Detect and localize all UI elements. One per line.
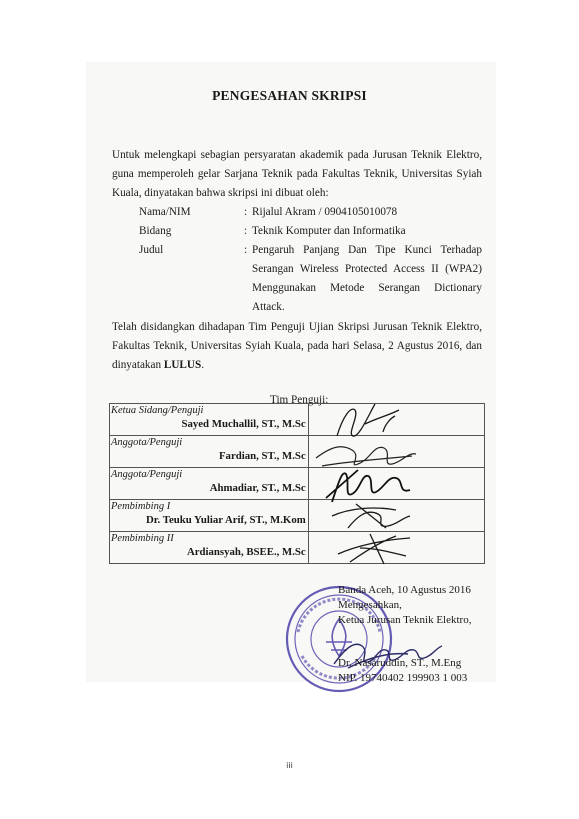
- bidang-value: Teknik Komputer dan Informatika: [252, 225, 406, 237]
- closing-line-last: [112, 356, 482, 375]
- judul-line: Serangan Wireless Protected Access II (WPA2): [252, 263, 482, 275]
- examiner-role: Anggota/Penguji: [111, 437, 183, 448]
- intro-paragraph: [112, 146, 482, 203]
- judul-label: Judul: [139, 244, 164, 256]
- table-row: [110, 468, 485, 500]
- colon: :: [244, 244, 248, 256]
- closing-paragraph: [112, 318, 482, 375]
- table-row: [110, 532, 485, 564]
- page-number: iii: [286, 761, 293, 770]
- examiner-cell: [110, 404, 309, 436]
- examiner-role: Anggota/Penguji: [111, 469, 183, 480]
- nama-label: Nama/NIM: [139, 206, 191, 218]
- lulus-text: LULUS: [163, 359, 202, 371]
- judul-line: Attack.: [252, 301, 285, 313]
- approval-place-date: Banda Aceh, 10 Agustus 2016: [338, 584, 471, 596]
- examiner-role: Ketua Sidang/Penguji: [111, 405, 204, 416]
- bidang-label: Bidang: [139, 225, 172, 237]
- closing-suffix: .: [201, 359, 204, 371]
- examiner-name: Fardian, ST., M.Sc: [218, 450, 306, 462]
- detail-row-nama: [0, 203, 579, 222]
- examiner-cell: [110, 532, 309, 564]
- examiner-cell: [110, 468, 309, 500]
- table-row: [110, 436, 485, 468]
- examiner-role: Pembimbing II: [111, 533, 174, 544]
- judul-line: Menggunakan Metode Serangan Dictionary: [252, 282, 482, 294]
- colon: :: [244, 206, 248, 218]
- nama-value: Rijalul Akram / 0904105010078: [252, 206, 398, 218]
- examiner-name: Dr. Teuku Yuliar Arif, ST., M.Kom: [145, 514, 306, 526]
- detail-row-bidang: [0, 222, 579, 241]
- intro-line: Kuala, dinyatakan bahwa skripsi ini dibuat oleh:: [112, 187, 329, 199]
- examiner-name: Ahmadiar, ST., M.Sc: [209, 482, 306, 494]
- table-row: [110, 404, 485, 436]
- examiner-role: Pembimbing I: [111, 501, 171, 512]
- colon: :: [244, 225, 248, 237]
- closing-prefix: dinyatakan: [112, 359, 164, 371]
- approval-nip: NIP. 19740402 199903 1 003: [338, 672, 468, 684]
- approval-name: Dr. Nasaruddin, ST., M.Eng: [338, 657, 462, 669]
- examiner-cell: [110, 500, 309, 532]
- examiner-cell: [110, 436, 309, 468]
- approval-position: Ketua Jurusan Teknik Elektro,: [338, 614, 472, 626]
- intro-line: Untuk melengkapi sebagian persyaratan akademik pada Jurusan Teknik Elektro,: [112, 149, 482, 161]
- tim-penguji-label: Tim Penguji:: [270, 394, 329, 406]
- approval-mengesahkan: Mengesahkan,: [338, 599, 402, 611]
- signature-5: [330, 528, 420, 568]
- page-title: PENGESAHAN SKRIPSI: [212, 88, 367, 103]
- judul-value: [252, 241, 482, 317]
- judul-line: Pengaruh Panjang Dan Tipe Kunci Terhadap: [252, 244, 482, 256]
- table-row: [110, 500, 485, 532]
- closing-line: Fakultas Teknik, Universitas Syiah Kuala, pada hari Selasa, 2 Agustus 2016, dan: [112, 340, 482, 352]
- examiner-name: Ardiansyah, BSEE., M.Sc: [186, 546, 306, 558]
- detail-row-judul: [0, 241, 579, 317]
- closing-line: Telah disidangkan dihadapan Tim Penguji Ujian Skripsi Jurusan Teknik Elektro,: [112, 321, 482, 333]
- intro-line: guna memperoleh gelar Sarjana Teknik pada Fakultas Teknik, Universitas Syiah: [112, 168, 482, 180]
- examiners-table: [109, 403, 485, 564]
- examiner-name: Sayed Muchallil, ST., M.Sc: [181, 418, 306, 430]
